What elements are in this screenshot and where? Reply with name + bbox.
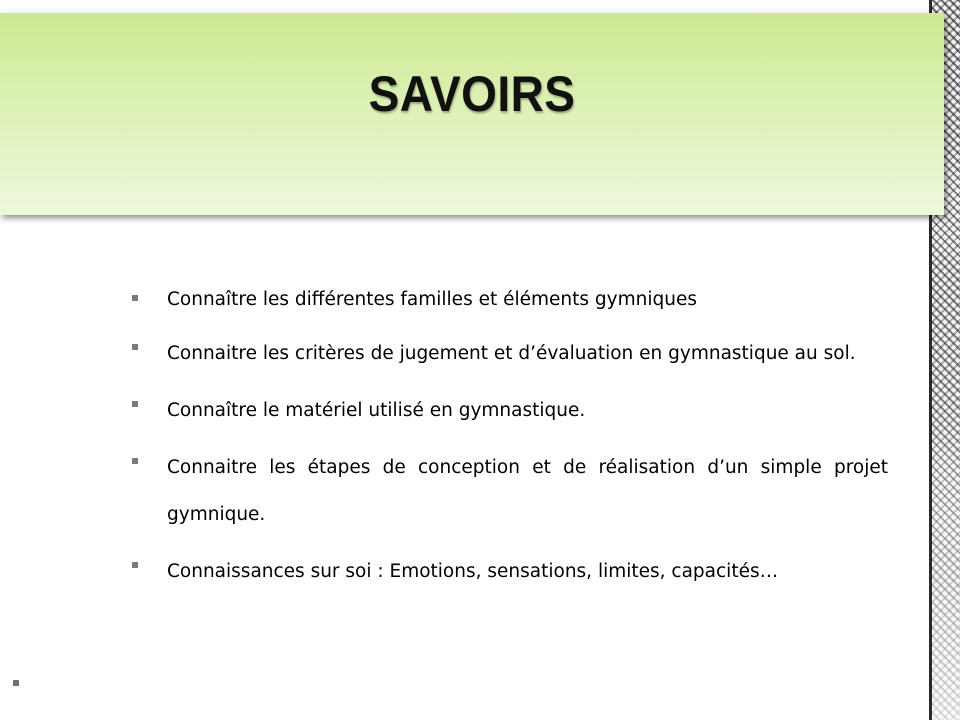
bullet-list	[128, 280, 888, 605]
bullet-text: Connaître les différentes familles et éléments gymniques	[167, 289, 697, 310]
bullet-text: Connaitre les étapes de conception et de réalisation d’un simple projet gymnique.	[167, 457, 888, 525]
bullet-item	[128, 280, 888, 320]
slide-title: SAVOIRS	[368, 66, 576, 122]
bullet-item	[128, 330, 888, 377]
title-banner	[0, 13, 944, 215]
square-bullet-icon	[132, 344, 138, 350]
bullet-text: Connaissances sur soi : Emotions, sensations, limites, capacités…	[167, 561, 779, 582]
bullet-text: Connaître le matériel utilisé en gymnastique.	[167, 400, 586, 421]
bullet-item	[128, 548, 888, 595]
bullet-item	[128, 387, 888, 434]
square-bullet-icon	[132, 458, 138, 464]
bullet-item	[128, 444, 888, 538]
square-bullet-icon	[132, 295, 138, 301]
square-bullet-icon	[132, 562, 138, 568]
bullet-text: Connaitre les critères de jugement et d’évaluation en gymnastique au sol.	[167, 343, 856, 364]
empty-square-bullet-icon	[13, 680, 19, 686]
square-bullet-icon	[132, 401, 138, 407]
